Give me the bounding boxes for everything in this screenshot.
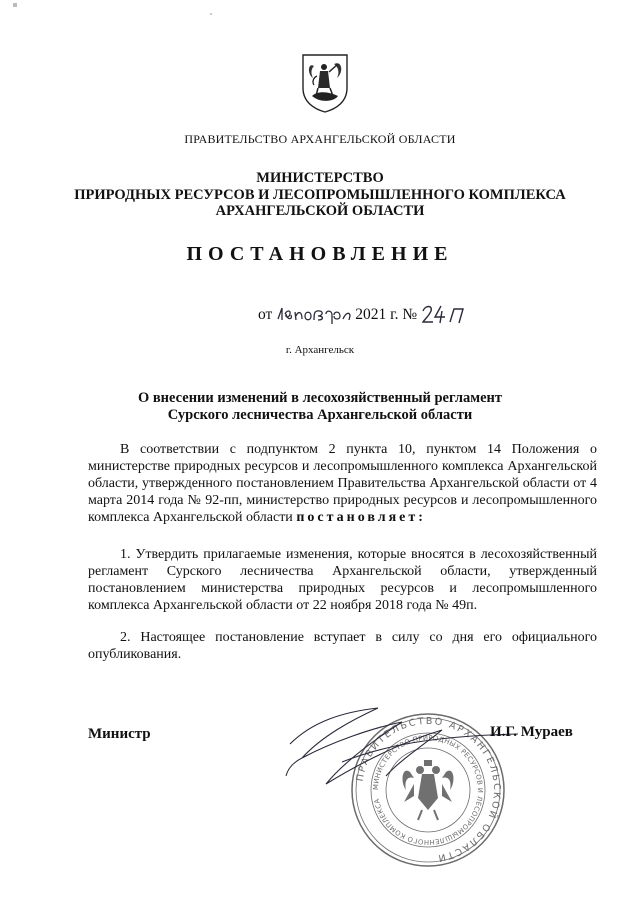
year-and-number-label: 2021 г. № [355,306,418,323]
resolution-keyword: постановляет: [296,510,426,526]
signatory-title: Министр [88,726,151,742]
document-heading [0,390,640,424]
heading-line: Сурского лесничества Архангельской области [167,407,473,423]
ministry-name [0,170,640,220]
scan-mark [210,13,212,15]
handwritten-signature [282,702,518,802]
date-prefix: от [258,306,273,323]
paragraph-text: В соответствии с подпунктом 2 пункта 10, пунктом 14 Положения о министерстве природных ресурсов и лесопромышленного комплекса Архангельской области, утвержденного постановлением Правительства Архангельской области от 4 марта 2014 года № 92-пп, министерство природных ресурсов и лесопромышленного комплекса Архангельской области [88,442,597,526]
ministry-line: МИНИСТЕРСТВО [256,170,384,186]
paragraph-item-2: 2. Настоящее постановление вступает в силу со дня его официального опубликования. [88,630,597,663]
ministry-line: ПРИРОДНЫХ РЕСУРСОВ И ЛЕСОПРОМЫШЛЕННОГО КОМПЛЕКСА [74,186,566,203]
government-name: ПРАВИТЕЛЬСТВО АРХАНГЕЛЬСКОЙ ОБЛАСТИ [184,132,456,146]
signatory-name: И.Г. Мураев [490,724,573,740]
scan-mark [13,3,17,7]
paragraph-item-1: 1. Утвердить прилагаемые изменения, которые вносятся в лесохозяйственный регламент Сурского лесничества Архангельской области, утвержденный постановлением министерства природных ресурсов и лесопромышленного комплекса Архангельской области от 22 ноября 2018 года № 49п. [88,547,597,614]
handwritten-number [421,303,469,325]
document-date-line [258,303,469,325]
paragraph-preamble [88,441,597,526]
seal-outer-text: ПРАВИТЕЛЬСТВО АРХАНГЕЛЬСКОЙ ОБЛАСТИ [354,715,503,864]
seal-inner-text: МИНИСТЕРСТВО ПРИРОДНЫХ РЕСУРСОВ И ЛЕСОПРОМЫШЛЕННОГО КОМПЛЕКСА [371,733,485,847]
document-type: ПОСТАНОВЛЕНИЕ [186,243,454,265]
heading-line: О внесении изменений в лесохозяйственный регламент [137,390,503,406]
city-name: г. Архангельск [285,344,355,356]
ministry-line: АРХАНГЕЛЬСКОЙ ОБЛАСТИ [215,203,425,219]
handwritten-date [276,304,355,324]
coat-of-arms-icon [300,52,350,114]
